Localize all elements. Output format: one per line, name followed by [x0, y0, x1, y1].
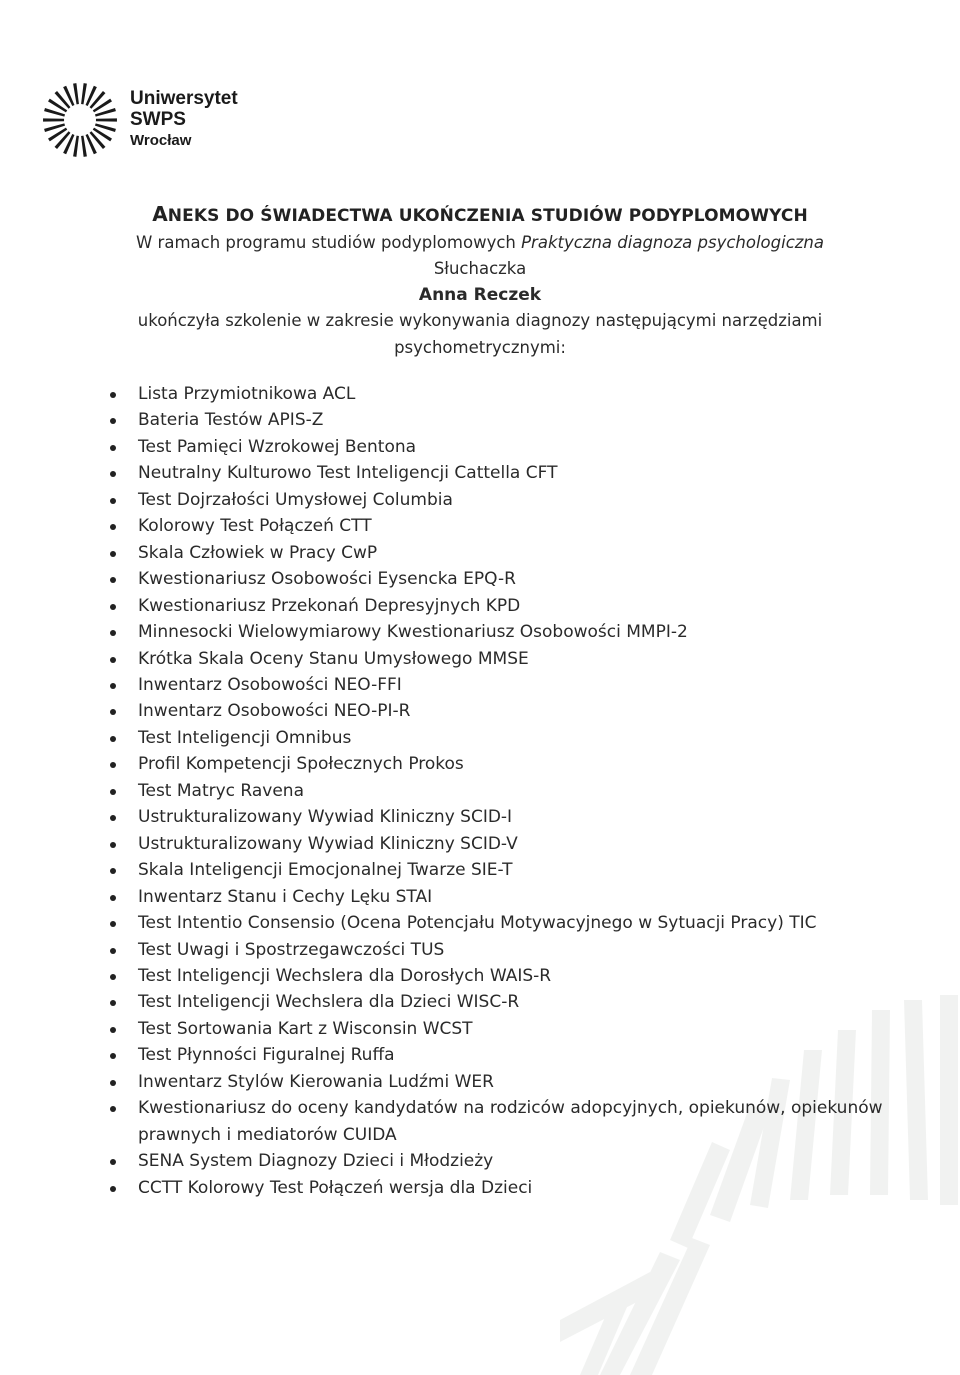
list-item-label: SENA System Diagnozy Dzieci i Młodzieży — [138, 1151, 494, 1172]
list-item — [108, 1016, 908, 1042]
list-item-label: Inwentarz Stylów Kierowania Ludźmi WER — [138, 1071, 494, 1092]
list-item-label: Kwestionariusz do oceny kandydatów na rodziców adopcyjnych, opiekunów, opiekunów prawnych i mediatorów CUIDA — [138, 1098, 883, 1145]
list-item — [108, 884, 908, 910]
list-item — [108, 1042, 908, 1068]
list-item — [108, 804, 908, 830]
bullet-icon — [110, 974, 116, 980]
student-role: Słuchaczka — [433, 259, 527, 278]
logo-line-1: Uniwersytet — [130, 88, 238, 109]
list-item-label: Lista Przymiotnikowa ACL — [138, 384, 356, 404]
list-item — [108, 1095, 908, 1148]
bullet-icon — [110, 392, 116, 398]
list-item-label: Test Sortowania Kart z Wisconsin WCST — [138, 1018, 473, 1039]
bullet-icon — [110, 895, 116, 901]
bullet-icon — [110, 551, 116, 557]
list-item — [108, 698, 908, 724]
list-item — [108, 407, 908, 433]
list-item — [108, 593, 908, 619]
bullet-icon — [110, 789, 116, 795]
list-item-label: Kolorowy Test Połączeń CTT — [138, 516, 372, 537]
list-item-label: Inwentarz Osobowości NEO-FFI — [138, 674, 402, 695]
bullet-icon — [110, 736, 116, 742]
bullet-icon — [110, 498, 116, 504]
list-item-label: Inwentarz Stanu i Cechy Lęku STAI — [138, 886, 433, 907]
bullet-icon — [110, 842, 116, 848]
list-item-label: Neutralny Kulturowo Test Inteligencji Cattella CFT — [138, 463, 558, 484]
university-logo — [40, 80, 280, 160]
list-item — [108, 937, 908, 963]
bullet-icon — [110, 948, 116, 954]
tools-list — [108, 381, 908, 1201]
bullet-icon — [110, 577, 116, 583]
list-item-label: Skala Człowiek w Pracy CwP — [138, 542, 378, 563]
bullet-icon — [110, 418, 116, 424]
bullet-icon — [110, 445, 116, 451]
list-item-label: Ustrukturalizowany Wywiad Kliniczny SCID-I — [138, 807, 513, 828]
document-header — [60, 200, 900, 361]
bullet-icon — [110, 471, 116, 477]
list-item-label: Test Intentio Consensio (Ocena Potencjału Motywacyjnego w Sytuacji Pracy) TIC — [138, 913, 817, 934]
bullet-icon — [110, 1080, 116, 1086]
bullet-icon — [110, 1027, 116, 1033]
list-item — [108, 672, 908, 698]
bullet-icon — [110, 657, 116, 663]
list-item — [108, 513, 908, 539]
bullet-icon — [110, 815, 116, 821]
student-name: Anna Reczek — [418, 285, 542, 305]
bullet-icon — [110, 1053, 116, 1059]
list-item-label: Test Inteligencji Wechslera dla Dorosłych WAIS-R — [138, 965, 552, 986]
bullet-icon — [110, 630, 116, 636]
bullet-icon — [110, 683, 116, 689]
list-item-label: Bateria Testów APIS-Z — [138, 410, 324, 431]
list-item-label: Test Dojrzałości Umysłowej Columbia — [138, 489, 453, 510]
list-item — [108, 857, 908, 883]
list-item-label: Ustrukturalizowany Wywiad Kliniczny SCID-V — [138, 833, 518, 854]
list-item — [108, 1069, 908, 1095]
bullet-icon — [110, 868, 116, 874]
bullet-icon — [110, 1000, 116, 1006]
list-item-label: Test Matryc Ravena — [138, 780, 304, 801]
list-item — [108, 910, 908, 936]
list-item — [108, 831, 908, 857]
list-item — [108, 1175, 908, 1201]
list-item — [108, 778, 908, 804]
bullet-icon — [110, 709, 116, 715]
program-name: Praktyczna diagnoza psychologiczna — [521, 233, 824, 252]
list-item-label: Krótka Skala Oceny Stanu Umysłowego MMSE — [138, 648, 529, 669]
list-item-label: Test Inteligencji Omnibus — [138, 727, 352, 748]
list-item — [108, 646, 908, 672]
list-item — [108, 751, 908, 777]
list-item-label: Test Płynności Figuralnej Ruffa — [138, 1045, 395, 1066]
intro-text: ukończyła szkolenie w zakresie wykonywania diagnozy następującymi narzędziami psychometrycznymi: — [137, 311, 823, 357]
list-item-label: CCTT Kolorowy Test Połączeń wersja dla Dzieci — [138, 1177, 533, 1198]
document-title: ANEKS DO ŚWIADECTWA UKOŃCZENIA STUDIÓW PODYPLOMOWYCH — [152, 202, 808, 226]
list-item-label: Skala Inteligencji Emocjonalnej Twarze SIE-T — [138, 860, 513, 881]
list-item — [108, 434, 908, 460]
bullet-icon — [110, 1186, 116, 1192]
list-item-label: Profil Kompetencji Społecznych Prokos — [138, 754, 464, 775]
list-item — [108, 566, 908, 592]
bullet-icon — [110, 762, 116, 768]
list-item — [108, 540, 908, 566]
list-item — [108, 381, 908, 407]
list-item-label: Kwestionariusz Osobowości Eysencka EPQ-R — [138, 569, 516, 590]
list-item — [108, 963, 908, 989]
list-item — [108, 619, 908, 645]
list-item-label: Test Pamięci Wzrokowej Bentona — [138, 436, 417, 457]
bullet-icon — [110, 921, 116, 927]
list-item — [108, 487, 908, 513]
logo-line-3: Wrocław — [130, 132, 192, 149]
list-item — [108, 989, 908, 1015]
list-item-label: Minnesocki Wielowymiarowy Kwestionariusz Osobowości MMPI-2 — [138, 622, 688, 643]
swps-sunburst-icon — [40, 80, 120, 160]
list-item — [108, 460, 908, 486]
program-line: W ramach programu studiów podyplomowych Praktyczna diagnoza psychologiczna — [135, 233, 824, 252]
bullet-icon — [110, 1106, 116, 1112]
list-item-label: Kwestionariusz Przekonań Depresyjnych KPD — [138, 595, 521, 616]
bullet-icon — [110, 524, 116, 530]
bullet-icon — [110, 1159, 116, 1165]
list-item-label: Test Inteligencji Wechslera dla Dzieci WISC-R — [138, 992, 520, 1013]
list-item-label: Inwentarz Osobowości NEO-PI-R — [138, 701, 411, 722]
list-item — [108, 725, 908, 751]
bullet-icon — [110, 604, 116, 610]
list-item-label: Test Uwagi i Spostrzegawczości TUS — [138, 939, 445, 960]
logo-line-2: SWPS — [130, 109, 186, 130]
list-item — [108, 1148, 908, 1174]
